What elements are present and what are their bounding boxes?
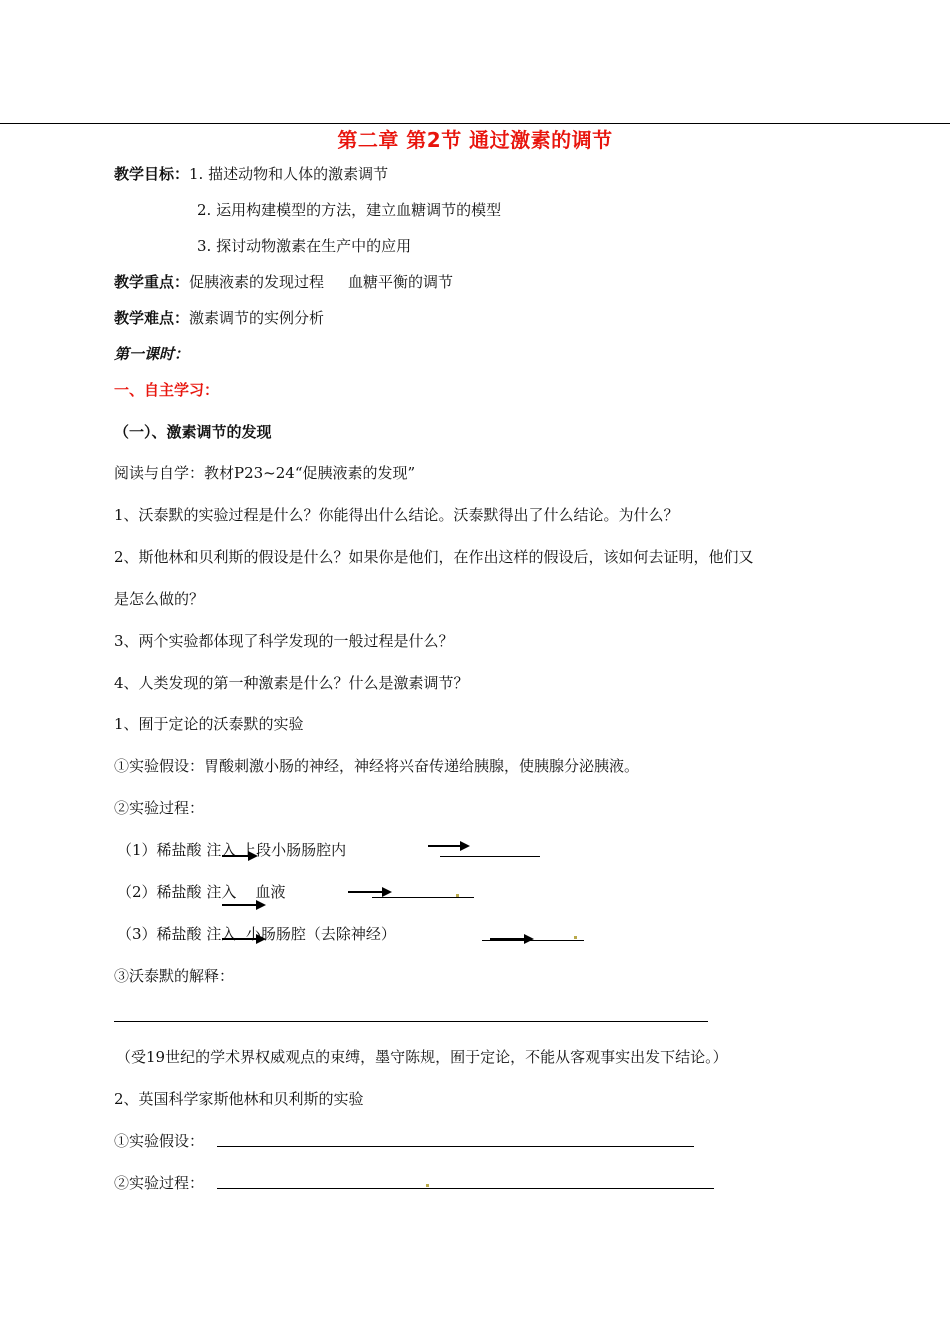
subsection-heading: （一）、激素调节的发现 (114, 423, 272, 441)
answer-blank[interactable] (217, 1146, 694, 1147)
objective-item: 2. 运用构建模型的方法，建立血糖调节的模型 (197, 201, 502, 219)
question: 2、斯他林和贝利斯的假设是什么？如果你是他们，在作出这样的假设后，该如何去证明，他们又 (114, 548, 754, 566)
experiment-step (117, 840, 346, 860)
question: 1、沃泰默的实验过程是什么？你能得出什么结论。沃泰默得出了什么结论。为什么？ (114, 506, 679, 524)
ink-dot (426, 1184, 429, 1187)
step-number: （2） (117, 883, 157, 901)
key-points-label: 教学重点： (114, 273, 190, 291)
difficulty-row (114, 308, 324, 328)
answer-blank[interactable] (217, 1188, 714, 1189)
step-acid: 稀盐酸 (156, 925, 202, 943)
step-acid: 稀盐酸 (156, 883, 202, 901)
answer-blank[interactable] (482, 940, 584, 941)
question: 是怎么做的？ (114, 590, 205, 608)
objective-item: 3. 探讨动物激素在生产中的应用 (197, 237, 412, 255)
answer-blank[interactable] (440, 856, 540, 857)
step-target: 上段小肠肠腔内 (241, 841, 347, 859)
step-acid: 稀盐酸 (156, 841, 202, 859)
arrow-icon (222, 855, 256, 857)
note-text: （受19世纪的学术界权威观点的束缚，墨守陈规，囿于定论，不能从客观事实出发下结论。） (116, 1048, 728, 1066)
difficulty-text: 激素调节的实例分析 (189, 309, 325, 327)
ink-dot (456, 894, 459, 897)
question: 3、两个实验都体现了科学发现的一般过程是什么？ (114, 632, 454, 650)
arrow-icon (222, 938, 264, 940)
key-point-item: 血糖平衡的调节 (348, 273, 454, 291)
objective-item: 1. 描述动物和人体的激素调节 (189, 165, 389, 183)
experiment-hypothesis: ①实验假设：胃酸刺激小肠的神经，神经将兴奋传递给胰腺，使胰腺分泌胰液。 (114, 757, 640, 775)
experiment-hypothesis-label: ①实验假设： (114, 1132, 205, 1150)
step-number: （3） (117, 925, 157, 943)
objectives-row (114, 164, 388, 184)
key-point-item: 促胰液素的发现过程 (189, 273, 325, 291)
explanation-label: ③沃泰默的解释： (114, 967, 235, 985)
step-verb: 注入 (206, 841, 237, 859)
objectives-label: 教学目标： (114, 165, 190, 183)
arrow-icon (222, 904, 264, 906)
key-points-row (114, 272, 453, 292)
arrow-icon (348, 891, 390, 893)
step-number: （1） (117, 841, 157, 859)
experiment-heading: 2、英国科学家斯他林和贝利斯的实验 (114, 1090, 364, 1108)
difficulty-label: 教学难点： (114, 309, 190, 327)
step-target: 小肠肠腔（去除神经） (245, 925, 396, 943)
question: 4、人类发现的第一种激素是什么？什么是激素调节？ (114, 674, 469, 692)
step-target: 血液 (255, 883, 286, 901)
ink-dot (574, 936, 577, 939)
arrow-icon (428, 845, 468, 847)
page-title: 第二章 第2节 通过激素的调节 (337, 128, 613, 152)
experiment-heading: 1、囿于定论的沃泰默的实验 (114, 715, 304, 733)
step-verb: 注入 (206, 883, 237, 901)
lesson-label: 第一课时： (114, 345, 190, 363)
section-heading: 一、自主学习： (114, 381, 220, 399)
experiment-process-label: ②实验过程： (114, 799, 205, 817)
reading-instruction: 阅读与自学：教材P23~24“促胰液素的发现” (114, 464, 416, 482)
answer-blank[interactable] (114, 1021, 708, 1022)
experiment-step (117, 882, 285, 902)
experiment-process-label: ②实验过程： (114, 1174, 205, 1192)
answer-blank[interactable] (372, 897, 474, 898)
step-verb: 注入 (206, 925, 237, 943)
